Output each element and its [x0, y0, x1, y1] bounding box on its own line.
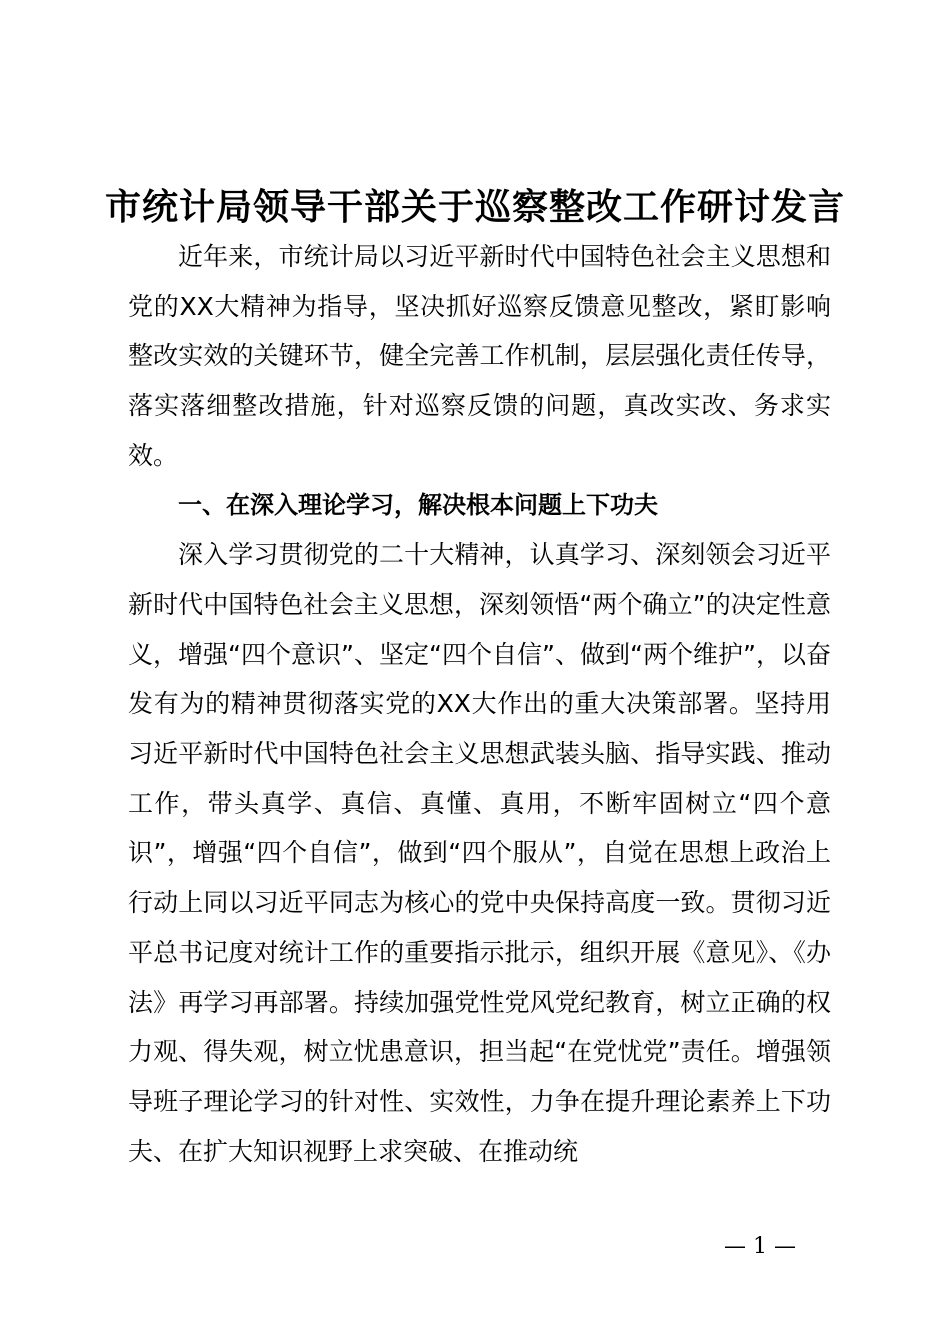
intro-paragraph: 近年来，市统计局以习近平新时代中国特色社会主义思想和党的XX大精神为指导，坚决抓好巡察反馈意见整改，紧盯影响整改实效的关键环节，健全完善工作机制，层层强化责任传导，落实落细整改措施，针对巡察反馈的问题，真改实改、务求实效。: [128, 242, 831, 470]
section-heading: 一、在深入理论学习，解决根本问题上下功夫: [178, 490, 658, 519]
section-paragraph: 深入学习贯彻党的二十大精神，认真学习、深刻领会习近平新时代中国特色社会主义思想，深刻领悟“两个确立”的决定性意义，增强“四个意识”、坚定“四个自信”、做到“两个维护”，以奋发有为的精神贯彻落实党的XX大作出的重大决策部署。坚持用习近平新时代中国特色社会主义思想武装头脑、指导实践、推动工作，带头真学、真信、真懂、真用，不断牢固树立“四个意识”，增强“四个自信”，做到“四个服从”，自觉在思想上政治上行动上同以习近平同志为核心的党中央保持高度一致。贯彻习近平总书记度对统计工作的重要指示批示，组织开展《意见》、《办法》再学习再部署。持续加强党性党风党纪教育，树立正确的权力观、得失观，树立忧患意识，担当起“在党忧党”责任。增强领导班子理论学习的针对性、实效性，力争在提升理论素养上下功夫、在扩大知识视野上求突破、在推动统: [128, 540, 831, 1166]
document-body: [128, 232, 831, 1176]
page-number: — 1 —: [724, 1234, 796, 1259]
document-title: 市统计局领导干部关于巡察整改工作研讨发言: [104, 187, 845, 228]
